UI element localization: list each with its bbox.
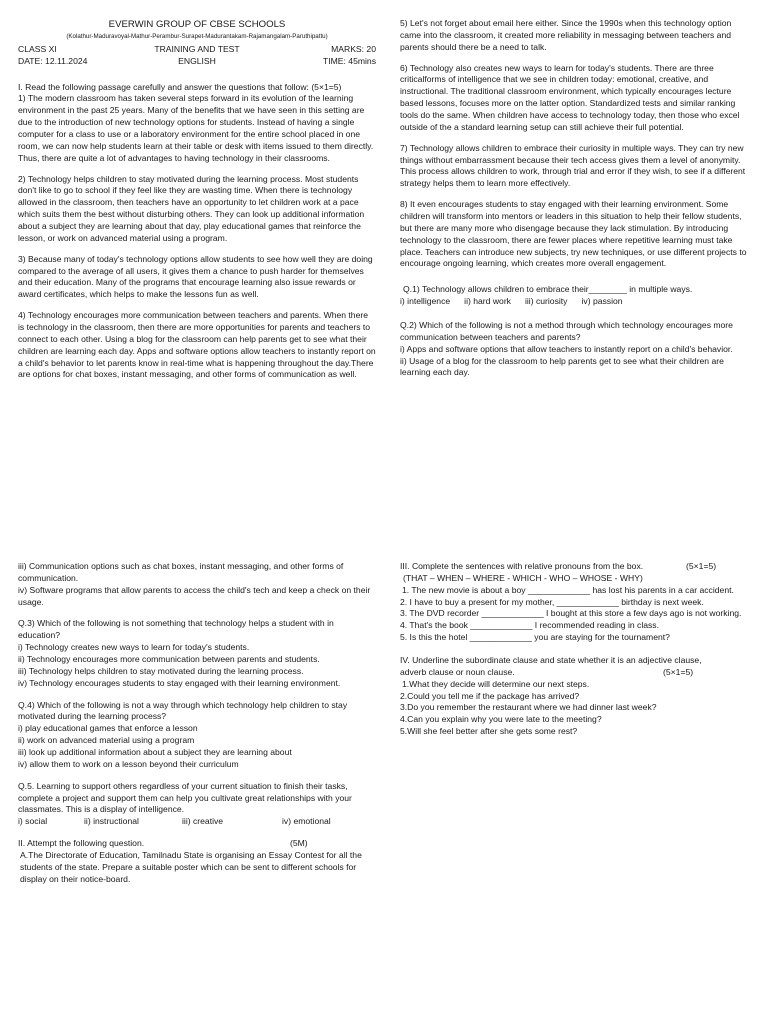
question-2-option: iv) Software programs that allow parents to access the child's tech and keep a check on their usage. <box>18 584 371 607</box>
section4-item: 4.Can you explain why you were late to the meeting? <box>400 714 602 725</box>
section3-item: 4. That's the book _____________ I recommended reading in class. <box>400 620 659 631</box>
question-5-option: iv) emotional <box>282 816 331 827</box>
section2-heading: II. Attempt the following question. <box>18 838 145 849</box>
section4-heading-cont: adverb clause or noun clause. <box>400 666 515 677</box>
section4-item: 2.Could you tell me if the package has arrived? <box>400 690 580 701</box>
question-5-option: i) social <box>18 816 48 827</box>
subject-label: ENGLISH <box>178 55 216 66</box>
branch-list: (Kolathur-Maduravoyal-Mathur-Perambur-Surapet-Madurantakam-Rajamangalam-Paruthipattu) <box>66 33 328 41</box>
question-5-option: iii) creative <box>182 816 224 827</box>
question-2-option: ii) Usage of a blog for the classroom to help parents get to see what their children are learning each day. <box>400 355 724 378</box>
section4 <box>400 655 752 738</box>
page-top-right <box>400 18 752 379</box>
question-3-option: iii) Technology helps children to stay motivated during the learning process. <box>18 665 304 676</box>
section3-marks: (5×1=5) <box>686 561 717 571</box>
question-2 <box>400 320 752 379</box>
question-4 <box>18 700 376 771</box>
time-label: TIME: 45mins <box>322 55 376 66</box>
passage-paragraph-2: 2) Technology helps children to stay motivated during the learning process. Most students don't like to go to school if they feel like they are wasting time. When there is technology allowed in the classroom, then teachers have an opportunity to let children work at a pace which suits them the best without disturbing others. They can look up additional information about a subject they are learning about that day, play educational games that reinforce the lesson, or work on advanced material using a program. <box>18 173 365 243</box>
section4-item: 3.Do you remember the restaurant where we had dinner last week? <box>400 702 657 713</box>
question-4-text: Q.4) Which of the following is not a way through which technology help children to stay motivated during the learning process? <box>18 699 348 722</box>
question-5 <box>18 781 376 828</box>
passage-paragraph-7: 7) Technology allows children to embrace their curiosity in multiple ways. They can try new things without embarrassment because their tech access gives them a level of anonymity. This process allows children to work, through trial and error if they wish, to see if a different strategy helps them to learn more effectively. <box>400 142 746 189</box>
question-3-text: Q.3) Which of the following is not something that technology helps a student with in education? <box>18 618 334 641</box>
passage-paragraph-1: 1) The modern classroom has taken several steps forward in its evolution of the learning environment in the past 25 years. Many of the benefits that we have seen in this setting are due to the introduction of new technology options for students. Instead of having a single computer for a class to use or a laboratory environment for the entire school placed in one room, we can now help students learn at their table or desk with items issued to them directly. Thus, there are quite a lot of advantages to having technology in their classrooms. <box>18 93 374 163</box>
page-top-left <box>18 18 376 390</box>
passage-paragraph-5: 5) Let's not forget about email here either. Since the 1990s when this technology option came into the classroom, it created more reliability in messaging between teachers and parents should there be a need to talk. <box>400 18 732 52</box>
section3-item: 5. Is this the hotel _____________ you are staying for the tournament? <box>400 632 670 643</box>
section4-item: 5.Will she feel better after she gets some rest? <box>400 726 578 737</box>
question-4-option: iv) allow them to work on a lesson beyond their curriculum <box>18 758 239 769</box>
question-5-text: Q.5. Learning to support others regardless of your current situation to finish their tasks, complete a project and support them can help you cultivate great relationships with your classmates. This is a display of intelligence. <box>18 780 352 815</box>
page-bottom-left <box>18 561 376 886</box>
section3-item: 3. The DVD recorder _____________ I bought at this store a few days ago is not working. <box>400 608 742 619</box>
question-1-option: i) intelligence <box>400 296 451 307</box>
question-3-option: i) Technology creates new ways to learn for today's students. <box>18 642 250 653</box>
question-5-options <box>18 816 376 828</box>
section3-heading: III. Complete the sentences with relative pronouns from the box. <box>400 561 644 571</box>
question-1-options <box>400 296 752 308</box>
school-name: EVERWIN GROUP OF CBSE SCHOOLS <box>108 19 286 30</box>
class-label: CLASS XI <box>18 43 57 54</box>
section3-item: 2. I have to buy a present for my mother, _____________ birthday is next week. <box>400 596 704 607</box>
question-2-option: i) Apps and software options that allow teachers to instantly report on a child's behavior. <box>400 343 733 354</box>
passage-paragraph-4: 4) Technology encourages more communication between teachers and parents. When there is technology in the classroom, then there are more opportunities for parents and teachers to connect to each other. Using a blog for the classroom can help parents get to see what their children are learning each day. Apps and software options allow teachers to instantly report on a child's behavior to let parents know in real-time what is happening throughout the day.There are options for chat boxes, instant messaging, and other forms of communication as well. <box>18 310 376 380</box>
header-row-1 <box>18 44 376 56</box>
section2-text: A.The Directorate of Education, Tamilnadu State is organising an Essay Contest for all the students of the state. Prepare a suitable poster which can be sent to different schools for display on their notice-board. <box>20 850 362 884</box>
passage-paragraph-3: 3) Because many of today's technology options allow students to see how well they are doing compared to the average of all users, it gives them a chance to push harder for themselves and their education. Many of the programs that encourage learning also issue rewards or award certificates, which helps to make the lessons fun as well. <box>18 253 373 300</box>
section1-instruction: I. Read the following passage carefully and answer the questions that follow: (5×1=5) <box>18 81 342 92</box>
header-row-2 <box>18 56 376 68</box>
question-5-option: ii) instructional <box>84 816 139 827</box>
question-1-option: iv) passion <box>581 296 623 307</box>
section3-item: 1. The new movie is about a boy _____________ has lost his parents in a car accident. <box>402 584 734 595</box>
question-1 <box>400 284 752 308</box>
question-3-option: ii) Technology encourages more communication between parents and students. <box>18 654 320 665</box>
section4-heading: IV. Underline the subordinate clause and state whether it is an adjective clause, <box>400 655 702 666</box>
section3 <box>400 561 752 644</box>
section2 <box>18 838 376 885</box>
question-1-option: iii) curiosity <box>524 296 568 307</box>
section4-item: 1.What they decide will determine our next steps. <box>402 678 590 689</box>
question-4-option: i) play educational games that enforce a lesson <box>18 723 198 734</box>
passage-paragraph-8: 8) It even encourages students to stay engaged with their learning environment. Some children will transform into mentors or leaders in this situation to help their fellow students, but there are many more who disengage because they lack stimulation. By introducing technology to the classroom, there are fewer places where repetitive learning must take place. Teachers can introduce new subjects, try new techniques, or use different projects to encourage ongoing learning, which creates more overall engagement. <box>400 199 747 269</box>
question-3 <box>18 618 376 689</box>
marks-label: MARKS: 20 <box>331 43 376 54</box>
question-4-option: ii) work on advanced material using a program <box>18 735 195 746</box>
question-2-option: iii) Communication options such as chat boxes, instant messaging, and other forms of communication. <box>18 561 344 583</box>
relative-pronoun-box: (THAT – WHEN – WHERE - WHICH - WHO – WHOSE - WHY) <box>403 572 643 583</box>
section4-marks: (5×1=5) <box>663 666 694 677</box>
passage-paragraph-6: 6) Technology also creates new ways to learn for today's students. There are three criticalforms of intelligence that we see in children today: emotional, creative, and instructional. The traditional classroom environment, which typically encourages lecture based lessons, focuses more on the latter option. Standardized tests and similar ranking tools do the same. When children have access to technology today, then those who excel outside of the a standard learning setup can still achieve their full potential. <box>400 62 740 132</box>
question-2-text: Q.2) Which of the following is not a method through which technology encourages more communication between teachers and parents? <box>400 320 733 342</box>
question-3-option: iv) Technology encourages students to stay engaged with their learning environment. <box>18 677 341 688</box>
question-1-text: Q.1) Technology allows children to embrace their________ in multiple ways. <box>403 284 693 295</box>
section2-marks: (5M) <box>290 838 308 849</box>
page-bottom-right <box>400 561 752 738</box>
date-label: DATE: 12.11.2024 <box>18 55 88 66</box>
question-4-option: iii) look up additional information about a subject they are learning about <box>18 747 292 758</box>
exam-label: TRAINING AND TEST <box>154 43 240 54</box>
question-1-option: ii) hard work <box>464 296 511 307</box>
